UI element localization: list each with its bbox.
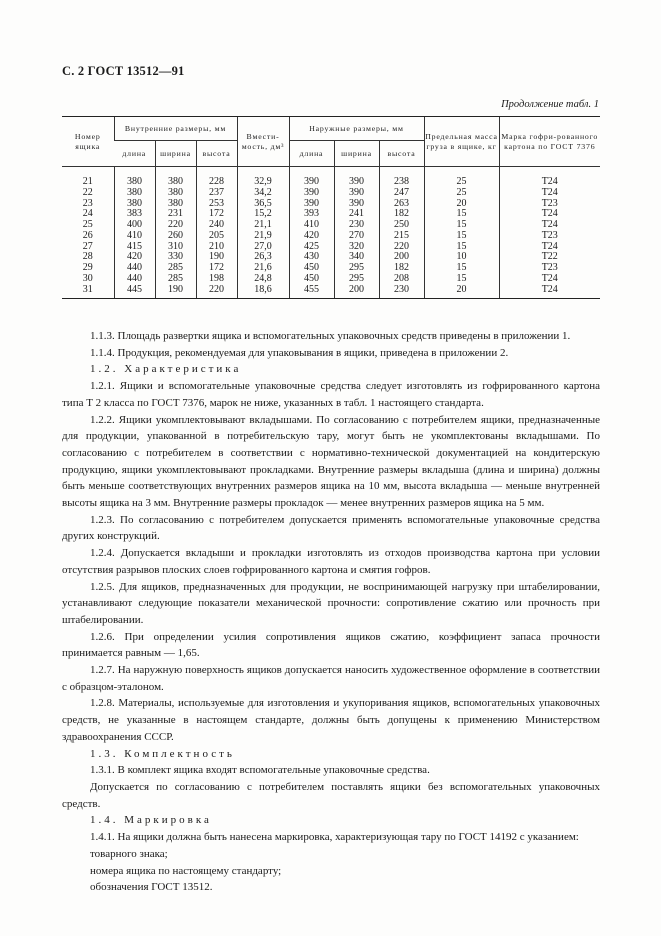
page-header: С. 2 ГОСТ 13512—91 [62, 64, 185, 78]
table-cell: 200 [379, 252, 424, 263]
table-cell: 380 [155, 199, 196, 210]
table-cell: 15 [424, 242, 499, 253]
paragraph: 1.1.3. Площадь развертки ящика и вспомогательных упаковочных средств приведены в приложении 1. [90, 330, 571, 342]
table-row [62, 167, 600, 188]
table-cell: 285 [155, 274, 196, 285]
table-body [62, 167, 600, 299]
table-cell: Т24 [499, 188, 600, 199]
table-cell: 450 [289, 263, 334, 274]
table-cell: 330 [155, 252, 196, 263]
paragraph: Допускается по согласованию с потребителем поставлять ящики без вспомогательных упаковочных средств. [62, 780, 600, 810]
table-row [62, 199, 600, 210]
table-cell: 205 [196, 231, 237, 242]
table-cell: 400 [114, 220, 155, 231]
table-cell: 28 [82, 251, 93, 263]
table-cell: 198 [196, 274, 237, 285]
table-cell: 440 [114, 263, 155, 274]
section-heading: 1.2. Характеристика [90, 363, 242, 376]
table-row [62, 209, 600, 220]
subheader-inner-length: длина [114, 141, 155, 167]
table-cell: 310 [155, 242, 196, 253]
table-cell: 320 [334, 242, 379, 253]
table-cell: 26,3 [237, 252, 289, 263]
table-cell: 23 [82, 197, 93, 209]
table-continuation-label: Продолжение табл. 1 [501, 99, 599, 110]
table-cell: Т24 [499, 220, 600, 231]
paragraph: 1.1.4. Продукция, рекомендуемая для упаковывания в ящики, приведена в приложении 2. [90, 346, 509, 359]
table-cell: 25 [424, 167, 499, 188]
table-cell: 24 [82, 208, 93, 220]
table-cell: 22 [82, 186, 93, 198]
table-cell: Т23 [499, 263, 600, 274]
table-cell: 430 [289, 252, 334, 263]
table-cell: 34,2 [237, 188, 289, 199]
paragraph: 1.2.6. При определении усилия сопротивления ящиков сжатию, коэффициент запаса прочности принимается равным — 1,65. [62, 630, 600, 660]
table-cell: 295 [334, 274, 379, 285]
paragraph: товарного знака; [90, 847, 168, 860]
table-cell: 18,6 [237, 285, 289, 299]
paragraph: обозначения ГОСТ 13512. [90, 881, 213, 894]
paragraph: 1.2.2. Ящики укомплектовывают вкладышами. По согласованию с потребителем ящики, предназначенные для продукции, упакованной в потребительскую тару, могут быть не укомплектованы вкладышами. По согласованию с потребителем в соответствии с нормативно-технической документацией на кондитерскую продукцию, ящики укомплектовывают прокладками. Внутренние размеры вкладыша (длина и ширина) должны быть меньше соответствующих внутренних размеров ящика на 10 мм, высота вкладыша — меньше внутренней высоты ящика на 3 мм. Внутренние размеры прокладок — менее внутренних размеров ящика на 5 мм. [62, 413, 600, 510]
table-cell: Т24 [499, 242, 600, 253]
body-text [62, 328, 600, 896]
table-cell: 231 [155, 209, 196, 220]
table-cell: 15 [424, 220, 499, 231]
subheader-inner-width: ширина [155, 141, 196, 167]
table-cell: 15 [424, 209, 499, 220]
table-cell: 215 [379, 231, 424, 242]
header-capacity: Вмести-мость, дм³ [237, 117, 289, 167]
table-cell: 390 [289, 167, 334, 188]
table-cell: 182 [379, 209, 424, 220]
table-cell: 393 [289, 209, 334, 220]
table-cell: 190 [196, 252, 237, 263]
table-cell: 445 [114, 285, 155, 299]
subheader-outer-height: высота [379, 141, 424, 167]
table-cell: 230 [334, 220, 379, 231]
table-cell: 340 [334, 252, 379, 263]
subheader-outer-length: длина [289, 141, 334, 167]
table-cell: 410 [289, 220, 334, 231]
table-cell: 228 [196, 167, 237, 188]
table-cell: 237 [196, 188, 237, 199]
paragraph: 1.4.1. На ящики должна быть нанесена маркировка, характеризующая тару по ГОСТ 14192 с указанием: [90, 831, 579, 844]
section-heading: 1.4. Маркировка [90, 814, 212, 827]
table-cell: 285 [155, 263, 196, 274]
table-row [62, 274, 600, 285]
subheader-outer-width: ширина [334, 141, 379, 167]
table-cell: 247 [379, 188, 424, 199]
table-cell: Т23 [499, 231, 600, 242]
table-cell: 30 [82, 272, 93, 284]
header-max-mass: Предельная масса груза в ящике, кг [424, 117, 499, 167]
header-cardboard-grade: Марка гофри-рованного картона по ГОСТ 7376 [499, 117, 600, 167]
table-cell: 390 [334, 188, 379, 199]
table-cell: 182 [379, 263, 424, 274]
table-cell: 20 [424, 199, 499, 210]
table-cell: 380 [114, 188, 155, 199]
table-cell: 20 [424, 285, 499, 299]
table-cell: 15 [424, 263, 499, 274]
table-cell: 210 [196, 242, 237, 253]
table-cell: 208 [379, 274, 424, 285]
table-cell: 36,5 [237, 199, 289, 210]
table-row [62, 188, 600, 199]
table-row [62, 220, 600, 231]
table-cell: Т24 [499, 209, 600, 220]
table-cell: 15,2 [237, 209, 289, 220]
table-cell: 250 [379, 220, 424, 231]
paragraph: 1.2.3. По согласованию с потребителем допускается применять вспомогательные упаковочные средства других конструкций. [62, 513, 600, 543]
table-cell: 440 [114, 274, 155, 285]
table-cell: Т22 [499, 252, 600, 263]
table-cell: 21 [82, 176, 93, 187]
table-cell: 230 [379, 285, 424, 299]
table-cell: 383 [114, 209, 155, 220]
table-cell: Т24 [499, 167, 600, 188]
box-dimensions-table [62, 116, 600, 299]
table-cell: 25 [424, 188, 499, 199]
table-cell: 32,9 [237, 167, 289, 188]
table-cell: 15 [424, 231, 499, 242]
table-cell: 455 [289, 285, 334, 299]
table-cell: 25 [82, 219, 93, 230]
section-heading: 1.3. Комплектность [90, 747, 235, 760]
table-cell: 450 [289, 274, 334, 285]
table-cell: 10 [424, 252, 499, 263]
table-cell: 420 [289, 231, 334, 242]
paragraph: номера ящика по настоящему стандарту; [90, 864, 282, 877]
paragraph: 1.2.8. Материалы, используемые для изготовления и укупоривания ящиков, вспомогательных упаковочных средств, не указанные в настоящем стандарте, должны быть допущены к применению Министерством здравоохранения СССР. [62, 697, 600, 743]
table-row [62, 231, 600, 242]
paragraph: 1.2.1. Ящики и вспомогательные упаковочные средства следует изготовлять из гофрированного картона типа Т 2 класса по ГОСТ 7376, марок не ниже, указанных в табл. 1 настоящего стандарта. [62, 380, 600, 409]
subheader-inner-height: высота [196, 141, 237, 167]
table-cell: 29 [82, 262, 93, 273]
header-box-number: Номер ящика [62, 117, 114, 167]
paragraph: 1.3.1. В комплект ящика входят вспомогательные упаковочные средства. [90, 764, 430, 777]
table-row [62, 285, 600, 299]
table-cell: 253 [196, 199, 237, 210]
table-cell: 380 [114, 199, 155, 210]
table-row [62, 263, 600, 274]
table-cell: Т24 [499, 274, 600, 285]
table-cell: 190 [155, 285, 196, 299]
header-inner-dimensions: Внутренние размеры, мм [114, 117, 237, 141]
table-cell: 420 [114, 252, 155, 263]
header-outer-dimensions: Наружные размеры, мм [289, 117, 424, 141]
table-cell: 27,0 [237, 242, 289, 253]
table-cell: 380 [155, 167, 196, 188]
table-cell: 380 [114, 167, 155, 188]
table-cell: 21,9 [237, 231, 289, 242]
paragraph: 1.2.4. Допускается вкладыши и прокладки изготовлять из отходов производства картона при условии отсутствия разрывов плоских слоев гофрированного картона и смятия гофров. [62, 547, 600, 576]
table-cell: 220 [196, 285, 237, 299]
table-cell: 172 [196, 263, 237, 274]
table-cell: 27 [82, 240, 93, 252]
table-cell: Т23 [499, 199, 600, 210]
table-cell: 410 [114, 231, 155, 242]
table-cell: 220 [155, 220, 196, 231]
table-row [62, 242, 600, 253]
table-cell: 390 [334, 167, 379, 188]
table-cell: 15 [424, 274, 499, 285]
table-cell: 200 [334, 285, 379, 299]
table-cell: 238 [379, 167, 424, 188]
table-cell: 26 [82, 229, 93, 241]
table-cell: 380 [155, 188, 196, 199]
table-cell: 220 [379, 242, 424, 253]
table-cell: 425 [289, 242, 334, 253]
table-cell: 415 [114, 242, 155, 253]
table-cell: Т24 [499, 285, 600, 299]
paragraph: 1.2.5. Для ящиков, предназначенных для продукции, не воспринимающей нагрузку при штабелировании, устанавливают следующие показатели механической прочности: сопротивление сжатию или прочность при штабелировании. [62, 580, 600, 626]
table-row [62, 252, 600, 263]
table-cell: 390 [289, 199, 334, 210]
table-cell: 31 [62, 285, 114, 299]
table-cell: 172 [196, 209, 237, 220]
table-cell: 24,8 [237, 274, 289, 285]
paragraph: 1.2.7. На наружную поверхность ящиков допускается наносить художественное оформление в соответствии с образцом-эталоном. [62, 664, 600, 693]
table-cell: 295 [334, 263, 379, 274]
table-cell: 21,1 [237, 220, 289, 231]
table-cell: 270 [334, 231, 379, 242]
table-cell: 260 [155, 231, 196, 242]
table-cell: 241 [334, 209, 379, 220]
table-cell: 390 [289, 188, 334, 199]
table-cell: 240 [196, 220, 237, 231]
table-cell: 21,6 [237, 263, 289, 274]
table-cell: 390 [334, 199, 379, 210]
table-cell: 263 [379, 199, 424, 210]
